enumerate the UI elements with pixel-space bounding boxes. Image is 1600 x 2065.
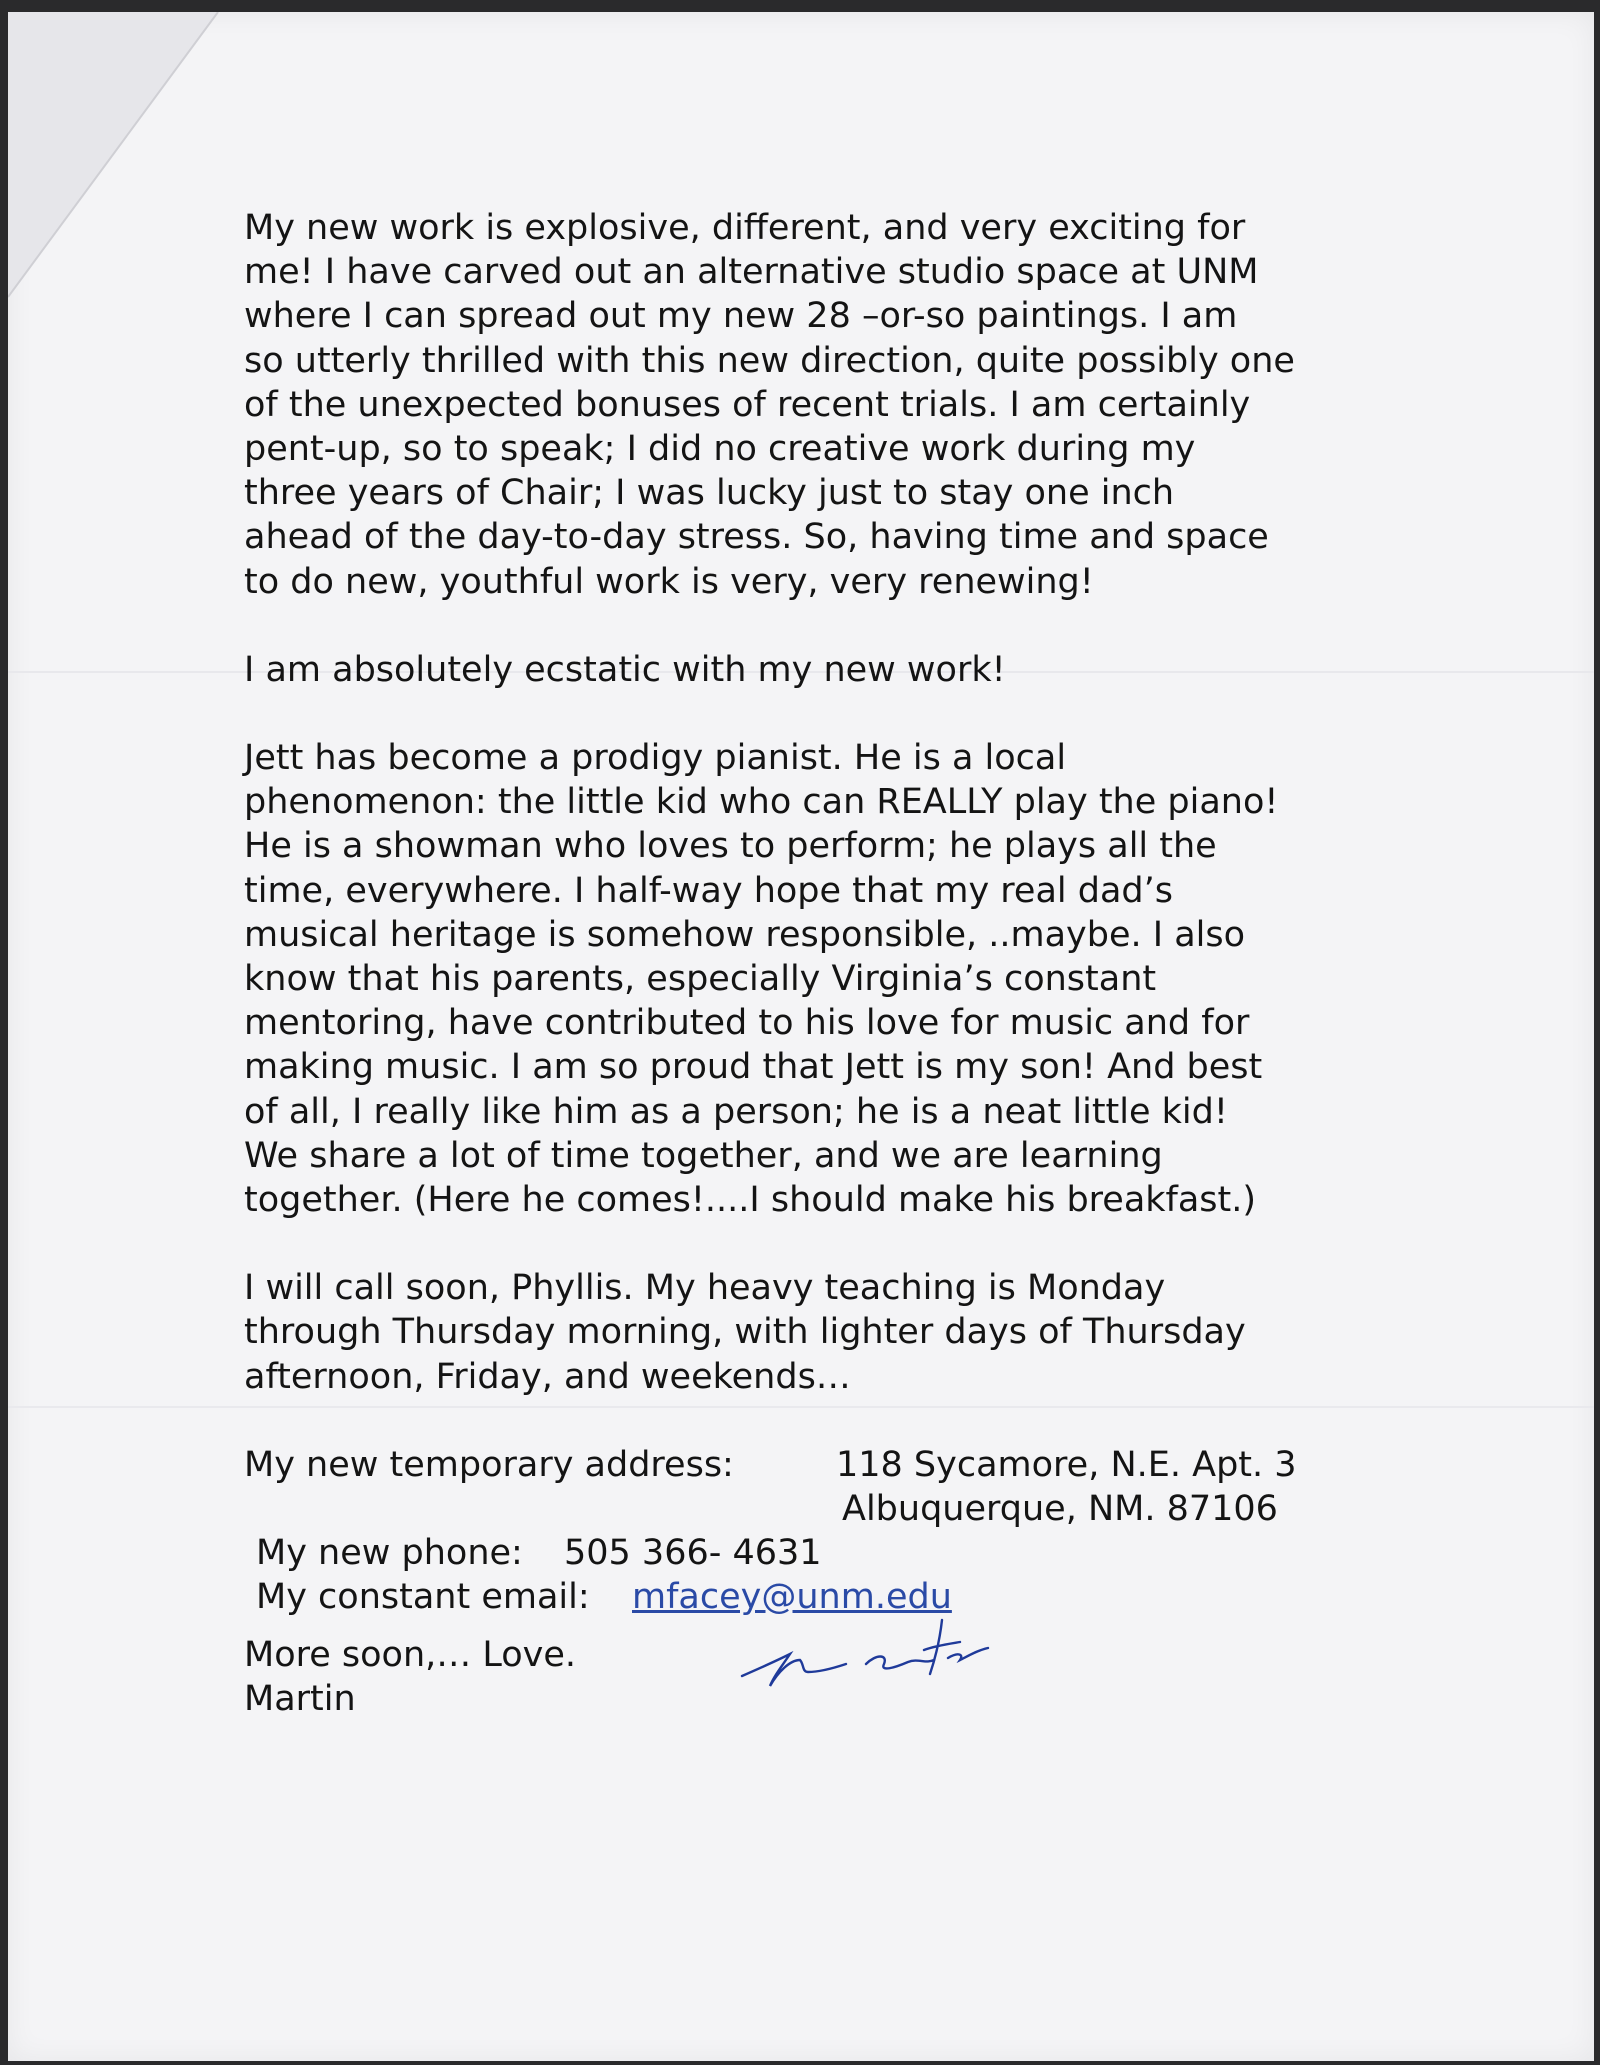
handwritten-signature	[738, 1614, 1068, 1704]
address-line-2: Albuquerque, NM. 87106	[842, 1488, 1278, 1529]
letter-body	[244, 206, 1444, 1721]
letter-page	[8, 12, 1594, 2061]
paragraph-call-soon: I will call soon, Phyllis. My heavy teaching is Monday through Thursday morning, with lighter days of Thursday afternoon, Friday, and weekends…	[244, 1268, 1246, 1397]
paragraph-ecstatic: I am absolutely ecstatic with my new work!	[244, 649, 1006, 690]
email-link[interactable]: mfacey@unm.edu	[632, 1576, 952, 1617]
address-row	[244, 1443, 1444, 1487]
address-line-1: 118 Sycamore, N.E. Apt. 3	[836, 1444, 1297, 1485]
sender-name: Martin	[244, 1678, 356, 1719]
phone-value: 505 366- 4631	[564, 1532, 822, 1573]
paragraph-jett: Jett has become a prodigy pianist. He is a local phenomenon: the little kid who can REALLY play the piano! He is a showman who loves to perform; he plays all the time, everywhere. I half-way hope that my real dad’s musical heritage is somehow responsible, ..maybe. I also know that his parents, especially Virginia’s constant mentoring, have contributed to his love for music and for making music. I am so proud that Jett is my son! And best of all, I really like him as a person; he is a neat little kid! We share a lot of time together, and we are learning together. (Here he comes!....I should make his breakfast.)	[244, 738, 1279, 1221]
phone-row	[244, 1531, 1444, 1575]
closing-text: More soon,… Love.	[244, 1634, 577, 1675]
email-label: My constant email:	[256, 1576, 590, 1617]
phone-label: My new phone:	[256, 1532, 523, 1573]
address-row-2	[244, 1487, 1444, 1531]
email-row	[244, 1575, 1444, 1619]
paragraph-new-work: My new work is explosive, different, and very exciting for me! I have carved out an alternative studio space at UNM where I can spread out my new 28 –or-so paintings. I am so utterly thrilled with this new direction, quite possibly one of the unexpected bonuses of recent trials. I am certainly pent-up, so to speak; I did no creative work during my three years of Chair; I was lucky just to stay one inch ahead of the day-to-day stress. So, having time and space to do new, youthful work is very, very renewing!	[244, 208, 1295, 602]
address-label: My new temporary address:	[244, 1444, 734, 1485]
